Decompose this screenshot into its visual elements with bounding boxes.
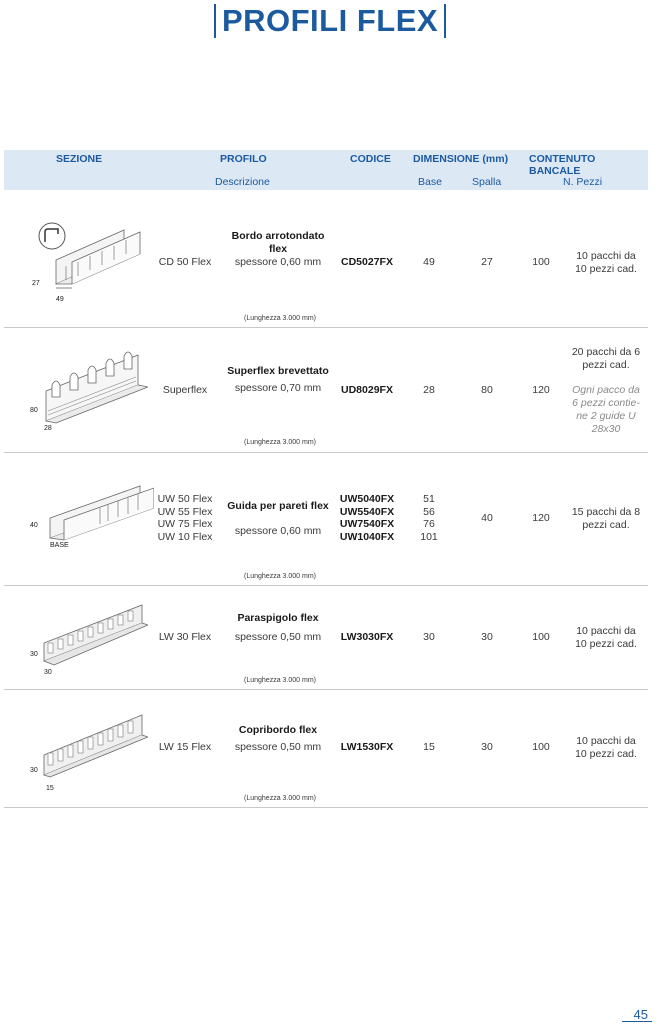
table-row (4, 585, 648, 690)
page-title-wrap (0, 4, 660, 38)
dimension-spalla: 80 (481, 384, 493, 396)
profile-name: LW 15 Flex (158, 741, 212, 753)
table-row (4, 689, 648, 808)
subheader-base: Base (418, 176, 442, 188)
table-row (4, 190, 648, 328)
dimension-base: 101 (420, 531, 438, 543)
dimension-base: 51 (423, 493, 435, 505)
dimension-spalla: 30 (481, 741, 493, 753)
profile-drawing-lw15 (38, 705, 148, 785)
profile-name: CD 50 Flex (158, 256, 212, 268)
dimension-width-label: 15 (46, 785, 54, 792)
profile-drawing-superflex (38, 341, 148, 431)
pieces-count: 100 (532, 741, 550, 753)
dimension-base: 56 (423, 506, 435, 518)
product-code: UD8029FX (341, 384, 393, 396)
header-profilo: PROFILO (220, 153, 267, 165)
header-sezione: SEZIONE (56, 153, 103, 165)
length-note: (Lunghezza 3.000 mm) (244, 439, 316, 446)
pieces-count: 100 (532, 631, 550, 643)
pack-info: 10 pacchi da 10 pezzi cad. (575, 625, 637, 650)
header-contenuto: CONTENUTO BANCALE (529, 153, 596, 177)
product-code: LW1530FX (340, 741, 394, 753)
product-code: UW7540FX (339, 518, 395, 530)
profile-name: UW 50 Flex (157, 493, 213, 505)
product-code: CD5027FX (341, 256, 393, 268)
subheader-descrizione: Descrizione (215, 176, 270, 188)
pack-info: 20 pacchi da 6 pezzi cad. (571, 346, 641, 371)
dimension-base: 49 (423, 256, 435, 268)
dimension-height-label: 27 (32, 280, 40, 287)
table-row (4, 452, 648, 586)
dimension-height-label: 30 (30, 767, 38, 774)
description-thickness: spessore 0,50 mm (234, 631, 322, 643)
header-dimensione: DIMENSIONE (mm) (413, 153, 509, 165)
page-number-underline (622, 1021, 652, 1022)
length-note: (Lunghezza 3.000 mm) (244, 677, 316, 684)
dimension-spalla: 27 (481, 256, 493, 268)
length-note: (Lunghezza 3.000 mm) (244, 315, 316, 322)
description-title: Superflex brevettato (227, 365, 329, 377)
profile-name: UW 10 Flex (157, 531, 213, 543)
dimension-width-label: BASE (50, 542, 69, 549)
product-code: UW1040FX (339, 531, 395, 543)
description-thickness: spessore 0,60 mm (234, 525, 322, 537)
description-thickness: spessore 0,50 mm (234, 741, 322, 753)
dimension-spalla: 30 (481, 631, 493, 643)
profile-drawing-uw (44, 480, 154, 546)
subheader-spalla: Spalla (472, 176, 502, 188)
profile-name: UW 75 Flex (157, 518, 213, 530)
dimension-height-label: 40 (30, 522, 38, 529)
dimension-base: 76 (423, 518, 435, 530)
product-code: LW3030FX (340, 631, 394, 643)
description-title: Copribordo flex (238, 724, 318, 736)
dimension-width-label: 30 (44, 669, 52, 676)
pieces-count: 120 (532, 384, 550, 396)
dimension-width-label: 28 (44, 425, 52, 432)
profile-drawing-cd50 (32, 222, 152, 294)
pack-info: 15 pacchi da 8 pezzi cad. (571, 506, 641, 531)
header-codice: CODICE (350, 153, 391, 165)
pieces-count: 120 (532, 512, 550, 524)
pieces-count: 100 (532, 256, 550, 268)
dimension-height-label: 30 (30, 651, 38, 658)
page-number: 45 (633, 1007, 648, 1022)
profile-name: LW 30 Flex (158, 631, 212, 643)
profile-name: Superflex (162, 384, 208, 396)
description-thickness: spessore 0,60 mm (234, 256, 322, 268)
description-thickness: spessore 0,70 mm (234, 382, 322, 394)
profile-name: UW 55 Flex (157, 506, 213, 518)
pack-note: Ogni pacco da 6 pezzi contie- ne 2 guide U 28x30 (572, 384, 640, 435)
length-note: (Lunghezza 3.000 mm) (244, 573, 316, 580)
description-title: Bordo arrotondato flex (231, 230, 325, 255)
dimension-height-label: 80 (30, 407, 38, 414)
dimension-base: 28 (423, 384, 435, 396)
description-title: Paraspigolo flex (237, 612, 319, 624)
dimension-base: 15 (423, 741, 435, 753)
dimension-spalla: 40 (481, 512, 493, 524)
table-row (4, 327, 648, 453)
length-note: (Lunghezza 3.000 mm) (244, 795, 316, 802)
pack-info: 10 pacchi da 10 pezzi cad. (575, 735, 637, 760)
description-title: Guida per pareti flex (227, 500, 329, 512)
dimension-base: 30 (423, 631, 435, 643)
pack-info: 10 pacchi da 10 pezzi cad. (575, 250, 637, 275)
product-code: UW5540FX (339, 506, 395, 518)
profile-drawing-lw30 (38, 595, 148, 667)
dimension-width-label: 49 (56, 296, 64, 303)
subheader-n-pezzi: N. Pezzi (563, 176, 603, 188)
table-header (4, 150, 648, 190)
page-title: PROFILI FLEX (214, 4, 446, 38)
product-code: UW5040FX (339, 493, 395, 505)
